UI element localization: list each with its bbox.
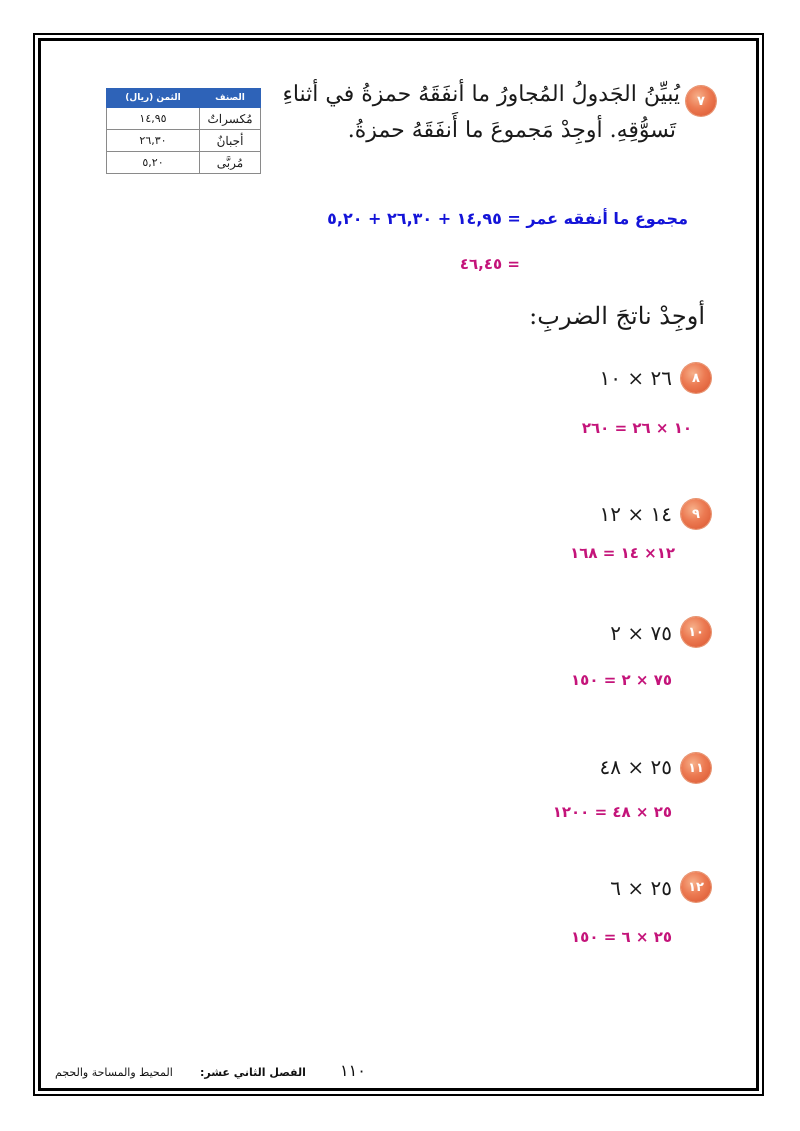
problem-11-answer: ٢٥ × ٤٨ = ١٢٠٠ bbox=[552, 803, 672, 821]
question-7-answer-line1: مجموع ما أنفقه عمر = ١٤,٩٥ + ٢٦,٣٠ + ٥,٢٠ bbox=[327, 209, 688, 228]
table-header-item: الصنف bbox=[200, 89, 261, 108]
problem-9-expression: ١٤ × ١٢ bbox=[599, 502, 672, 526]
section-heading: أوجِدْ ناتجَ الضربِ: bbox=[529, 302, 705, 330]
question-7-answer-line2: = ٤٦,٤٥ bbox=[459, 255, 520, 273]
problem-8-number: ٨ bbox=[681, 363, 711, 393]
problem-9-answer: ١٢× ١٤ = ١٦٨ bbox=[570, 544, 675, 562]
page-number: ١١٠ bbox=[340, 1061, 366, 1080]
problem-12-number: ١٢ bbox=[681, 872, 711, 902]
chapter-title: المحيط والمساحة والحجم bbox=[55, 1066, 173, 1079]
table-row bbox=[107, 108, 261, 130]
question-7-text-line2: تَسوُّقِهِ. أوجِدْ مَجموعَ ما أَنفَقَهُ حمزةُ. bbox=[347, 118, 676, 143]
expenses-table bbox=[106, 88, 261, 174]
question-7-number: ٧ bbox=[686, 86, 716, 116]
problem-12-answer: ٢٥ × ٦ = ١٥٠ bbox=[571, 928, 672, 946]
table-header-price: الثمن (ريال) bbox=[107, 89, 200, 108]
problem-9-number: ٩ bbox=[681, 499, 711, 529]
problem-10-number: ١٠ bbox=[681, 617, 711, 647]
table-cell-price: ١٤,٩٥ bbox=[107, 108, 200, 130]
problem-8-expression: ٢٦ × ١٠ bbox=[599, 366, 672, 390]
table-cell-price: ٥,٢٠ bbox=[107, 152, 200, 174]
table-row bbox=[107, 130, 261, 152]
table-cell-item: أجبانٌ bbox=[200, 130, 261, 152]
problem-10-answer: ٧٥ × ٢ = ١٥٠ bbox=[571, 671, 672, 689]
table-header-row bbox=[107, 89, 261, 108]
problem-11-expression: ٢٥ × ٤٨ bbox=[599, 755, 672, 779]
problem-11-number: ١١ bbox=[681, 753, 711, 783]
problem-8-answer: ١٠ × ٢٦ = ٢٦٠ bbox=[581, 419, 692, 437]
chapter-label: الفصل الثاني عشر: bbox=[200, 1066, 306, 1079]
table-cell-item: مُربَّى bbox=[200, 152, 261, 174]
question-7-text-line1: يُبيِّنُ الجَدولُ المُجاورُ ما أنفَقَهُ حمزةُ في أثناءِ bbox=[282, 82, 680, 107]
problem-12-expression: ٢٥ × ٦ bbox=[610, 876, 672, 900]
table-row bbox=[107, 152, 261, 174]
problem-10-expression: ٧٥ × ٢ bbox=[610, 621, 672, 645]
table-cell-item: مُكسراتٌ bbox=[200, 108, 261, 130]
table-cell-price: ٢٦,٣٠ bbox=[107, 130, 200, 152]
